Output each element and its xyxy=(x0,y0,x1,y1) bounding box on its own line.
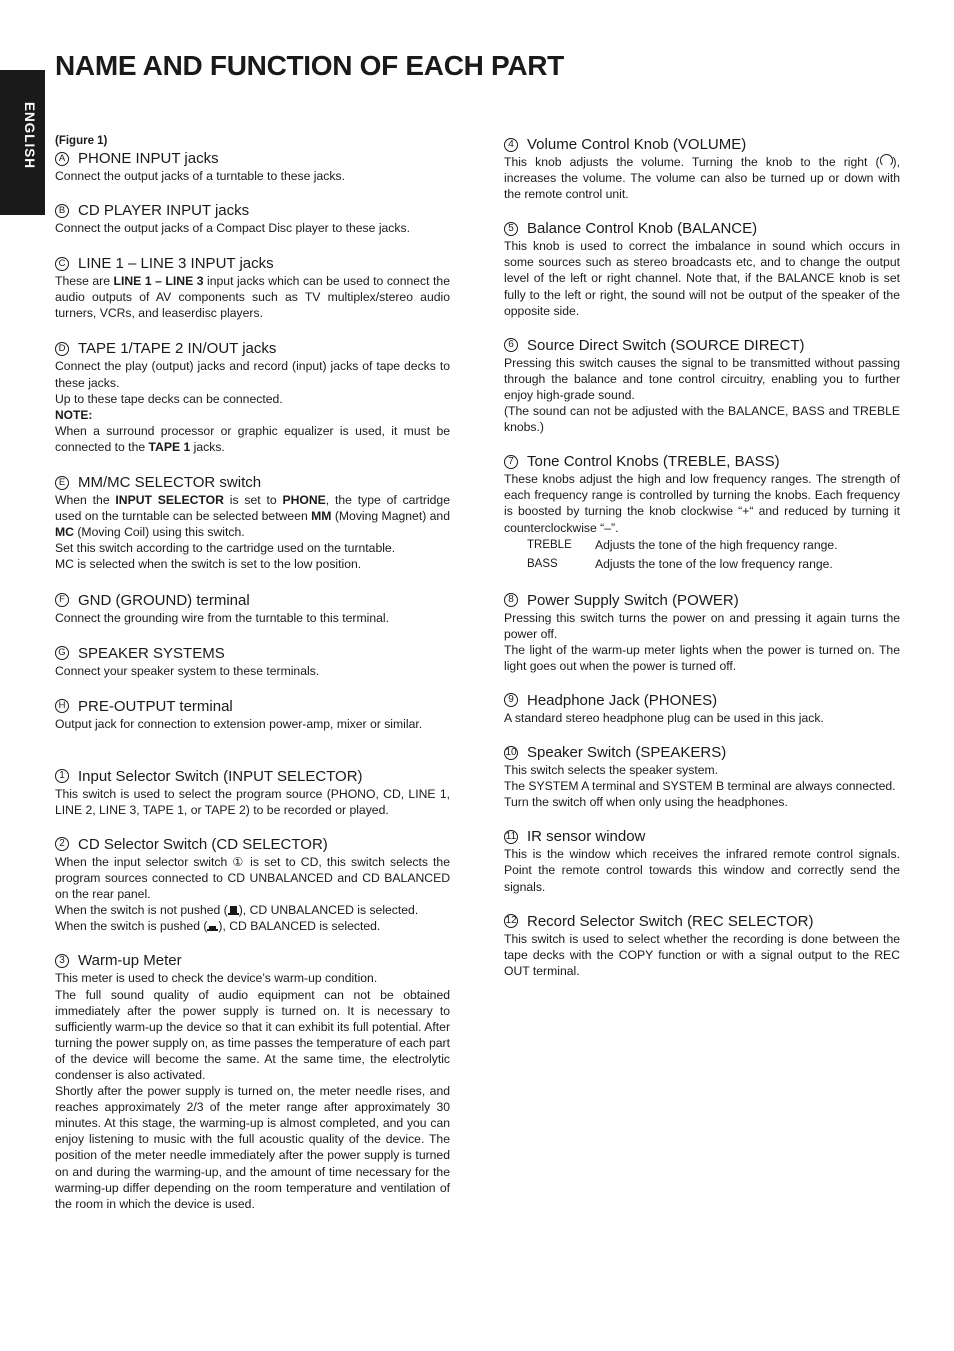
section-text: Output jack for connection to extension power-amp, mixer or similar. xyxy=(55,716,423,731)
circled-marker: 10 xyxy=(505,746,517,758)
section-heading xyxy=(504,591,900,610)
right-section-2 xyxy=(504,336,900,435)
section-text: Shortly after the power supply is turned on, the meter needle rises, and reaches approximately 2/3 of the meter range after approximately 30 minutes. At this stage, the warming-up is almost completed, and you can enjoy listening to music with the full acoustic quality of the device. The position of the meter needle immediately after the power supply is turned on and during the warming-up, and the amount of time necessary for the warming-up differ depending on the room temperature and ventilation of the room in which the device is used. xyxy=(55,1084,450,1211)
circled-marker: 12 xyxy=(505,915,517,927)
left-section-1 xyxy=(55,201,450,236)
section-text: Pressing this switch causes the signal to be transmitted without passing through the balance and tone control circuitry, enabling you to further enjoy high-grade sound. xyxy=(504,355,900,402)
section-text: Set this switch according to the cartridge used on the turntable. xyxy=(55,541,396,556)
right-section-6 xyxy=(504,743,900,810)
left-section-3 xyxy=(55,339,450,455)
section-heading xyxy=(55,951,450,970)
right-column xyxy=(504,135,900,979)
section-text: When the input selector switch ① is set to CD, this switch selects the program sources connected to CD UNBALANCED and CD BALANCED on the rear panel. xyxy=(55,854,450,902)
section-text: When a surround processor or graphic equalizer is used, it must be connected to the TAPE 1 jacks. xyxy=(55,423,450,454)
tone-desc: Adjusts the tone of the high frequency range. xyxy=(595,537,838,552)
section-title: GND (GROUND) terminal xyxy=(78,591,250,609)
section-heading xyxy=(504,336,900,355)
section-title: Record Selector Switch (REC SELECTOR) xyxy=(527,912,814,930)
circled-marker: 5 xyxy=(504,222,518,236)
tone-key: TREBLE xyxy=(527,538,572,551)
tone-row xyxy=(504,555,900,574)
section-text: This switch selects the speaker system. xyxy=(504,763,719,778)
section-title: Speaker Switch (SPEAKERS) xyxy=(527,744,727,762)
left-section-5 xyxy=(55,591,450,626)
section-text: (The sound can not be adjusted with the BALANCE, BASS and TREBLE knobs.) xyxy=(504,404,900,435)
section-text: The SYSTEM A terminal and SYSTEM B terminal are always connected. xyxy=(504,779,896,794)
section-title: LINE 1 – LINE 3 INPUT jacks xyxy=(78,255,274,273)
section-text: The light of the warm-up meter lights when the power is turned on. The light goes out when the power is turned off. xyxy=(504,642,900,673)
section-title: TAPE 1/TAPE 2 IN/OUT jacks xyxy=(78,340,277,358)
section-text: MC is selected when the switch is set to the low position. xyxy=(55,557,362,572)
circled-marker: G xyxy=(55,646,69,660)
section-heading xyxy=(504,691,900,710)
section-title: Warm-up Meter xyxy=(78,952,182,970)
section-title: Power Supply Switch (POWER) xyxy=(527,591,739,609)
left-column xyxy=(55,135,450,1212)
left-section-7 xyxy=(55,697,450,732)
section-text: Turn the switch off when only using the headphones. xyxy=(504,795,788,810)
circled-marker: A xyxy=(55,152,69,166)
left-section-6 xyxy=(55,644,450,679)
section-title: CD Selector Switch (CD SELECTOR) xyxy=(78,835,328,853)
section-text: These are LINE 1 – LINE 3 input jacks which can be used to connect the audio outputs of AV components such as TV multiplex/stereo audio turners, VCRs, and leaserdisc players. xyxy=(55,274,450,321)
right-sections xyxy=(504,135,900,979)
right-section-0 xyxy=(504,135,900,202)
section-title: Input Selector Switch (INPUT SELECTOR) xyxy=(78,767,363,785)
right-section-8 xyxy=(504,912,900,979)
circled-marker: 3 xyxy=(55,954,69,968)
figure-label: (Figure 1) xyxy=(55,135,108,147)
section-heading xyxy=(504,827,900,846)
section-text: When the switch is not pushed ( ), CD UNBALANCED is selected. xyxy=(55,903,419,918)
section-text: Pressing this switch turns the power on and pressing it again turns the power off. xyxy=(504,610,900,641)
section-heading xyxy=(55,835,450,854)
section-text: This meter is used to check the device’s warm-up condition. xyxy=(55,971,378,986)
section-title: Headphone Jack (PHONES) xyxy=(527,691,718,709)
right-section-7 xyxy=(504,827,900,894)
tone-desc: Adjusts the tone of the low frequency range. xyxy=(595,556,833,571)
section-text: Connect the grounding wire from the turntable to this terminal. xyxy=(55,610,389,625)
circled-marker: D xyxy=(55,342,69,356)
section-heading xyxy=(55,149,450,168)
right-section-4 xyxy=(504,591,900,674)
circled-marker: 7 xyxy=(504,455,518,469)
section-heading xyxy=(55,767,450,786)
circled-marker: E xyxy=(55,476,69,490)
right-section-5 xyxy=(504,691,900,726)
section-text: This switch is used to select whether the recording is done between the tape decks with the COPY function or with a signal output to the REC OUT terminal. xyxy=(504,931,900,978)
section-text: This switch is used to select the program source (PHONO, CD, LINE 1, LINE 2, LINE 3, TAPE 1, or TAPE 2) to be recorded or played. xyxy=(55,786,450,817)
circled-marker: 11 xyxy=(505,830,517,842)
section-text: Connect the play (output) jacks and record (input) jacks of tape decks to these jacks. xyxy=(55,359,450,390)
left-section-9 xyxy=(55,835,450,934)
left-section-0 xyxy=(55,149,450,184)
circled-marker: 4 xyxy=(504,138,518,152)
section-heading xyxy=(504,219,900,238)
left-sections xyxy=(55,149,450,1212)
section-title: IR sensor window xyxy=(527,828,646,846)
section-title: MM/MC SELECTOR switch xyxy=(78,474,262,492)
circled-marker: C xyxy=(55,257,69,271)
page-title: NAME AND FUNCTION OF EACH PART xyxy=(55,50,564,81)
section-text: Connect your speaker system to these terminals. xyxy=(55,663,320,678)
section-heading xyxy=(55,473,450,492)
section-title: PRE-OUTPUT terminal xyxy=(78,697,233,715)
language-tab-label: ENGLISH xyxy=(22,102,37,170)
right-section-3 xyxy=(504,452,900,573)
section-text: These knobs adjust the high and low frequency ranges. The strength of each frequency range is controlled by turning the knobs. Each frequency is boosted by turning the knob clockwise “+“ and reduced by turning it counterclockwise “–”. xyxy=(504,472,900,535)
circled-marker: B xyxy=(55,204,69,218)
language-tab xyxy=(0,70,45,215)
section-text: This is the window which receives the infrared remote control signals. Point the remote control towards this window and correctly send the signals. xyxy=(504,847,900,894)
circled-marker: 8 xyxy=(504,593,518,607)
section-heading xyxy=(504,452,900,471)
section-heading xyxy=(504,912,900,931)
section-heading xyxy=(55,644,450,663)
section-text: Up to these tape decks can be connected. xyxy=(55,391,283,406)
section-heading xyxy=(504,135,900,154)
tone-key: BASS xyxy=(527,557,558,570)
left-section-4 xyxy=(55,473,450,572)
circled-marker: 1 xyxy=(55,769,69,783)
section-heading xyxy=(55,697,450,716)
section-text: NOTE: xyxy=(55,407,93,422)
section-text: When the switch is pushed ( ), CD BALANCED is selected. xyxy=(55,919,381,934)
section-title: Source Direct Switch (SOURCE DIRECT) xyxy=(527,336,805,354)
section-heading xyxy=(55,201,450,220)
section-heading xyxy=(55,254,450,273)
left-section-8 xyxy=(55,767,450,818)
right-section-1 xyxy=(504,219,900,318)
section-heading xyxy=(504,743,900,762)
circled-marker: H xyxy=(55,699,69,713)
tone-row xyxy=(504,536,900,555)
section-text: This knob adjusts the volume. Turning the knob to the right ( ), increases the volume. The volume can also be turned up or down with the remote control unit. xyxy=(504,155,900,202)
section-title: CD PLAYER INPUT jacks xyxy=(78,202,250,220)
section-text: Connect the output jacks of a turntable to these jacks. xyxy=(55,169,345,183)
section-text: The full sound quality of audio equipment can not be obtained immediately after the power supply is turned on. It is necessary to sufficiently warm-up the device so that it can exhibit its full potential. After turning the power supply on, as time passes the temperature of each part of the device will become the same. At the same time, the electrolytic condenser is also activated. xyxy=(55,987,450,1082)
circled-marker: F xyxy=(55,593,69,607)
section-text: When the INPUT SELECTOR is set to PHONE, the type of cartridge used on the turntable can be selected between MM (Moving Magnet) and MC (Moving Coil) using this switch. xyxy=(55,493,450,540)
section-title: Tone Control Knobs (TREBLE, BASS) xyxy=(527,453,780,471)
left-section-10 xyxy=(55,951,450,1211)
section-title: Volume Control Knob (VOLUME) xyxy=(527,136,747,153)
section-title: PHONE INPUT jacks xyxy=(78,150,219,167)
section-heading xyxy=(55,591,450,610)
section-text: This knob is used to correct the imbalance in sound which occurs in some sources such as stereo broadcasts etc, and to change the output level of the left or right channel. Note that, if the BALANCE knob is set fully to the left or right, the sound will not be output of the speaker of the opposite side. xyxy=(504,239,900,318)
circled-marker: 2 xyxy=(55,837,69,851)
section-text: Connect the output jacks of a Compact Disc player to these jacks. xyxy=(55,221,410,236)
section-heading xyxy=(55,339,450,358)
section-title: SPEAKER SYSTEMS xyxy=(78,644,225,662)
circled-marker: 6 xyxy=(504,338,518,352)
circled-marker: 9 xyxy=(504,693,518,707)
section-text: A standard stereo headphone plug can be used in this jack. xyxy=(504,710,824,725)
left-section-2 xyxy=(55,254,450,321)
section-title: Balance Control Knob (BALANCE) xyxy=(527,220,758,238)
